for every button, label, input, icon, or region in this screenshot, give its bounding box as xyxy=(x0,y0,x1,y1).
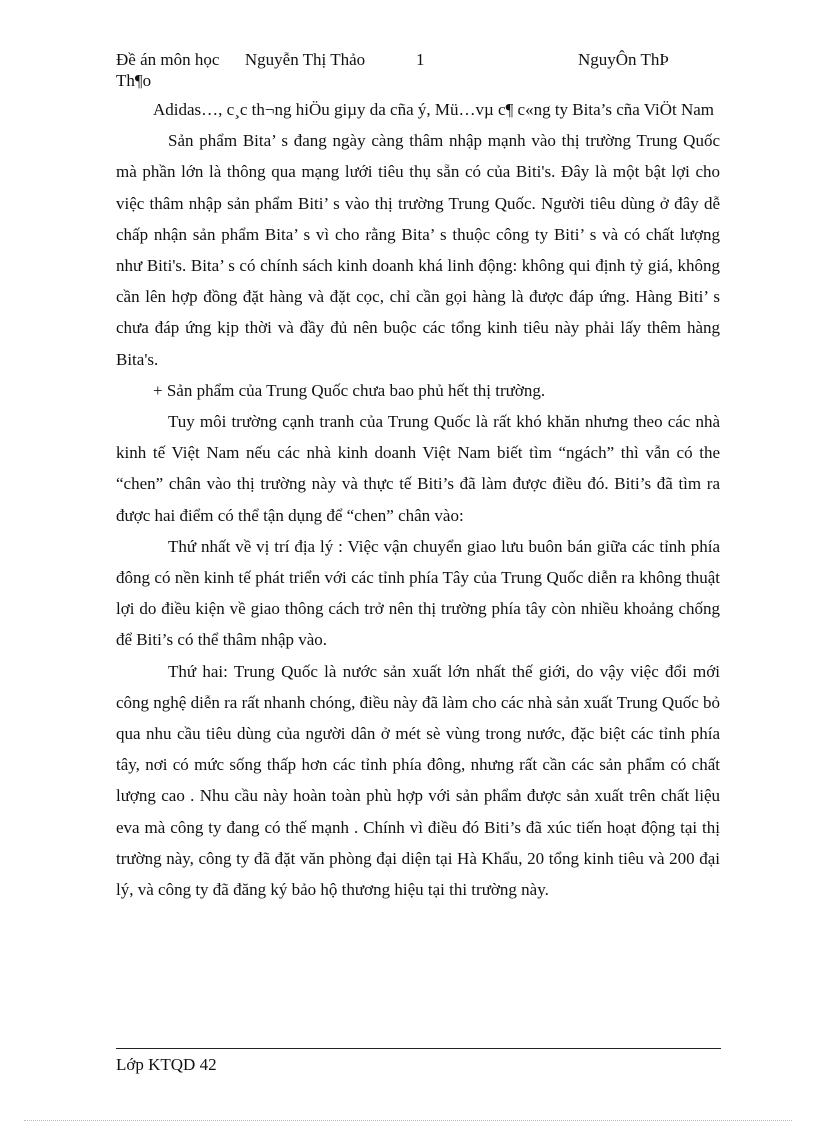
paragraph-legacy-font: Adidas…, c¸c th¬ng hiÖu giµy da cña ý, Mü…vµ c¶ c«ng ty Bita’s cña ViÖt Nam xyxy=(153,100,715,119)
header-page-number: 1 xyxy=(416,50,425,69)
header-author-legacy-font-cont: Th¶o xyxy=(116,71,152,90)
paragraph-competition: Tuy môi trường cạnh tranh của Trung Quốc là rất khó khăn nhưng theo các nhà kinh tế Việt Nam nếu các nhà kinh doanh Việt Nam biết tìm “ngách” thì vẫn có the “chen” chân vào thị trường này và thực tế Biti’s đã làm được điều đó. Biti’s đã tìm ra được hai điểm có thể tận dụng để “chen” chân vào: xyxy=(116,412,720,525)
footer-divider xyxy=(116,1048,721,1049)
document-body xyxy=(116,94,720,905)
paragraph-geography: Thứ nhất về vị trí địa lý : Việc vận chuyển giao lưu buôn bán giữa các tỉnh phía đông có nền kinh tế phát triển với các tỉnh phía Tây của Trung Quốc diễn ra không thuật lợi do điều kiện về giao thông cách trở nên thị trường phía tây còn nhiều khoảng chống để Biti’s có thể thâm nhập vào. xyxy=(116,536,720,650)
header-course-author: Đề án môn học Nguyễn Thị Thảo xyxy=(116,50,366,69)
footer-class-label: Lớp KTQD 42 xyxy=(116,1055,217,1074)
page-break-line xyxy=(24,1120,792,1121)
paragraph-bitas-market: Sản phẩm Bita’ s đang ngày càng thâm nhập mạnh vào thị trường Trung Quốc mà phần lớn là thông qua mạng lưới tiêu thụ sẵn có của Biti's. Đây là một bật lợi cho việc thâm nhập sản phẩm Biti’ s vào thị trường Trung Quốc. Người tiêu dùng ở đây dễ chấp nhận sản phẩm Bita’ s vì cho rằng Bita’ s thuộc công ty Biti’ s và có chất lượng như Biti's. Bita’ s có chính sách kinh doanh khá linh động: không qui định tỷ giá, không cần lên hợp đồng đặt hàng và đặt cọc, chỉ cần gọi hàng là được đáp ứng. Hàng Biti’ s chưa đáp ứng kịp thời và đầy đủ nên buộc các tổng kinh tiêu này phải lấy thêm hàng Bita's. xyxy=(116,131,720,369)
header-author-legacy-font: NguyÔn ThÞ xyxy=(578,50,669,69)
paragraph-second-point: Thứ hai: Trung Quốc là nước sản xuất lớn nhất thế giới, do vậy việc đổi mới công nghệ diễn ra rất nhanh chóng, điều này đã làm cho các nhà sản xuất Trung Quốc bỏ qua nhu cầu tiêu dùng của người dân ở mét sè vùng trong nước, đặc biệt các tỉnh phía tây, nơi có mức sống thấp hơn các tỉnh phía đông, nhưng rất cần các sản phẩm có chất lượng cao . Nhu cầu này hoàn toàn phù hợp với sản phẩm được sản xuất trên chất liệu eva mà công ty đang có thế mạnh . Chính vì điều đó Biti’s đã xúc tiến hoạt động tại thị trường này, công ty đã đặt văn phòng đại diện tại Hà Khẩu, 20 tổng kinh tiêu và 200 đại lý, và công ty đã đăng ký bảo hộ thương hiệu tại thi trường này. xyxy=(116,661,720,900)
paragraph-bullet-coverage: + Sản phẩm của Trung Quốc chưa bao phủ hết thị trường. xyxy=(153,380,546,400)
